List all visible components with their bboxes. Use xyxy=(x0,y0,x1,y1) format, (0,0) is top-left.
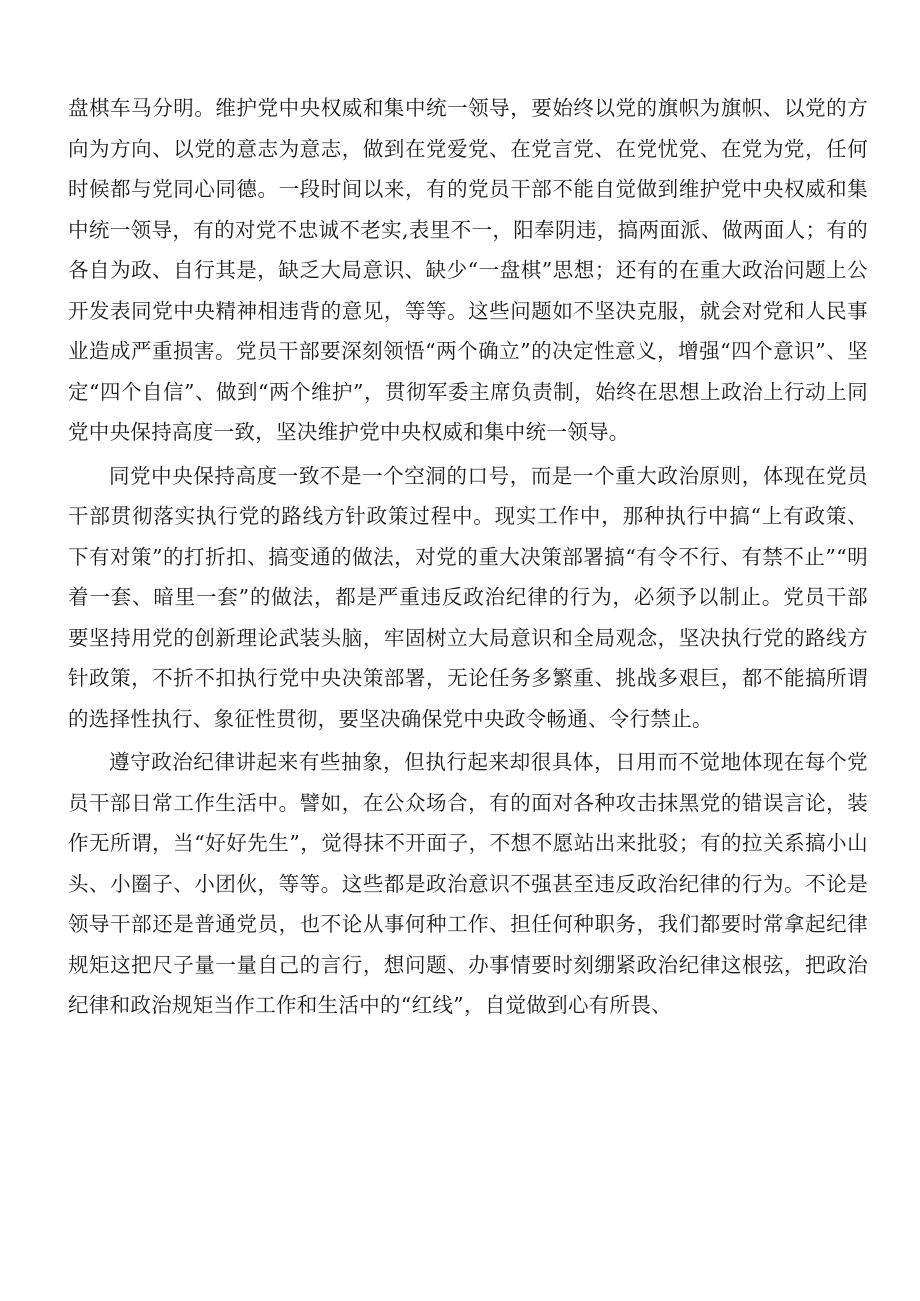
paragraph-1: 盘棋车马分明。维护党中央权威和集中统一领导，要始终以党的旗帜为旗帜、以党的方向为方向、以党的意志为意志，做到在党爱党、在党言党、在党忧党、在党为党，任何时候都与党同心同德。一段时间以来，有的党员干部不能自觉做到维护党中央权威和集中统一领导，有的对党不忠诚不老实,表里不一，阳奉阴违，搞两面派、做两面人；有的各自为政、自行其是，缺乏大局意识、缺少“一盘棋”思想；还有的在重大政治问题上公开发表同党中央精神相违背的意见，等等。这些问题如不坚决克服，就会对党和人民事业造成严重损害。党员干部要深刻领悟“两个确立”的决定性意义，增强“四个意识”、坚定“四个自信”、做到“两个维护”，贯彻军委主席负责制，始终在思想上政治上行动上同党中央保持高度一致，坚决维护党中央权威和集中统一领导。 xyxy=(68,96,868,444)
paragraph-3: 遵守政治纪律讲起来有些抽象，但执行起来却很具体，日用而不觉地体现在每个党员干部日常工作生活中。譬如，在公众场合，有的面对各种攻击抹黑党的错误言论，装作无所谓，当“好好先生”，觉得抹不开面子，不想不愿站出来批驳；有的拉关系搞小山头、小圈子、小团伙，等等。这些都是政治意识不强甚至违反政治纪律的行为。不论是领导干部还是普通党员，也不论从事何种工作、担任何种职务，我们都要时常拿起纪律规矩这把尺子量一量自己的言行，想问题、办事情要时刻绷紧政治纪律这根弦，把政治纪律和政治规矩当作工作和生活中的“红线”，自觉做到心有所畏、 xyxy=(68,750,868,1017)
paragraph-2: 同党中央保持高度一致不是一个空洞的口号，而是一个重大政治原则，体现在党员干部贯彻落实执行党的路线方针政策过程中。现实工作中，那种执行中搞“上有政策、下有对策”的打折扣、搞变通的做法，对党的重大决策部署搞“有令不行、有禁不止”“明着一套、暗里一套”的做法，都是严重违反政治纪律的行为，必须予以制止。党员干部要坚持用党的创新理论武装头脑，牢固树立大局意识和全局观念，坚决执行党的路线方针政策，不折不扣执行党中央决策部署，无论任务多繁重、挑战多艰巨，都不能搞所谓的选择性执行、象征性贯彻，要坚决确保党中央政令畅通、令行禁止。 xyxy=(68,463,868,731)
